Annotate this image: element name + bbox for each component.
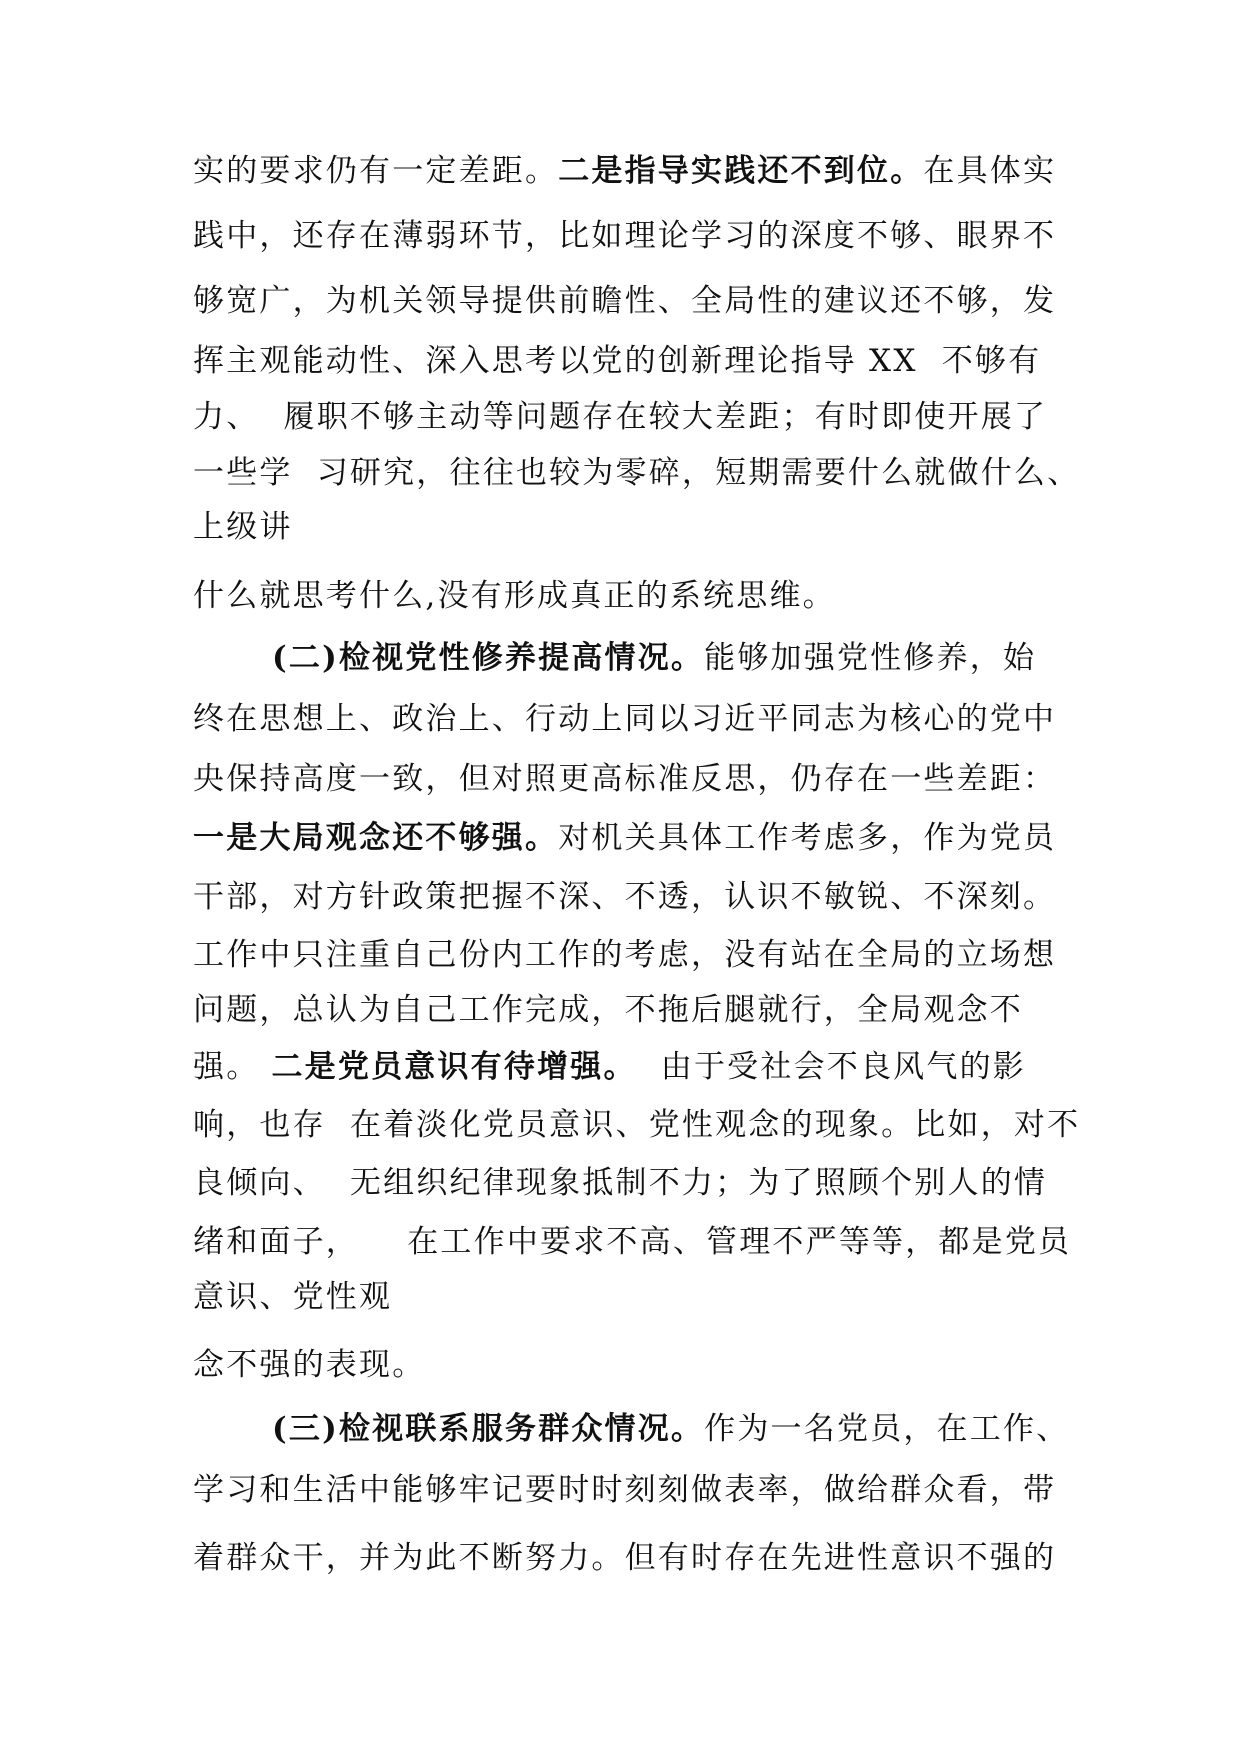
line-text: 对机关具体工作考虑多，作为党员 <box>558 820 1057 856</box>
line-text: 良倾向、 无组织纪律现象抵制不力；为了照顾个别人的情 <box>193 1165 1048 1201</box>
line-text: 力、 履职不够主动等问题存在较大差距；有时即使开展了 <box>193 399 1048 435</box>
line-text: 够宽广，为机关领导提供前瞻性、全局性的建议还不够，发 <box>193 283 1057 319</box>
bold-heading: 二是指导实践还不到位。 <box>558 153 924 189</box>
line-text: 工作中只注重自己份内工作的考虑，没有站在全局的立场想 <box>193 937 1057 973</box>
line-text: 着群众干，并为此不断努力。但有时存在先进性意识不强的 <box>193 1540 1057 1576</box>
line-text: 干部，对方针政策把握不深、不透，认识不敏锐、不深刻。 <box>193 879 1057 915</box>
line-text: 响，也存 在着淡化党员意识、党性观念的现象。比如，对不 <box>193 1107 1081 1143</box>
line-text: 能够加强党性修养，始 <box>704 640 1037 676</box>
text-line-7 <box>193 507 293 547</box>
text-line-13 <box>193 877 1056 917</box>
text-line-11 <box>193 759 1056 799</box>
line-text: 作为一名党员，在工作、 <box>704 1411 1070 1447</box>
line-text: 央保持高度一致，但对照更高标准反思，仍存在一些差距： <box>193 761 1057 797</box>
text-line-3 <box>193 281 1056 321</box>
line-text: 学习和生活中能够牢记要时时刻刻做表率，做给群众看，带 <box>193 1472 1057 1508</box>
line-text: 念不强的表现。 <box>193 1347 426 1383</box>
line-text: 一些学 习研究，往往也较为零碎，短期需要什么就做什么、 <box>193 455 1081 491</box>
text-line-18 <box>193 1163 1047 1203</box>
text-line-4 <box>193 341 1041 381</box>
text-line-1 <box>193 151 1056 191</box>
line-text: 在具体实 <box>923 153 1057 189</box>
text-line-10 <box>193 699 1056 739</box>
text-line-17 <box>193 1105 1080 1145</box>
text-line-14 <box>193 935 1056 975</box>
text-line-22 <box>272 1409 1069 1449</box>
text-line-9 <box>272 638 1036 678</box>
line-text: 强。 <box>193 1049 272 1085</box>
bold-heading: 一是大局观念还不够强。 <box>193 820 559 856</box>
text-line-21 <box>193 1345 425 1385</box>
text-line-12 <box>193 818 1056 858</box>
line-text: 绪和面子， 在工作中要求不高、管理不严等等，都是党员 <box>193 1224 1072 1260</box>
bold-heading: 二是党员意识有待增强。 <box>271 1049 637 1085</box>
text-line-19 <box>193 1222 1071 1262</box>
section-heading: (二)检视党性修养提高情况。 <box>272 640 705 676</box>
line-text: 实的要求仍有一定差距。 <box>193 153 559 189</box>
line-text: 什么就思考什么,没有形成真正的系统思维。 <box>193 578 836 614</box>
line-text: 上级讲 <box>193 509 293 545</box>
text-line-6 <box>193 453 1080 493</box>
text-line-23 <box>193 1470 1056 1510</box>
text-line-2 <box>193 216 1056 256</box>
line-text: 由于受社会不良风气的影 <box>636 1049 1026 1085</box>
line-text: 挥主观能动性、深入思考以党的创新理论指导 XX 不够有 <box>193 343 1042 379</box>
text-line-16 <box>193 1047 1026 1087</box>
line-text: 意识、党性观 <box>193 1279 393 1315</box>
line-text: 践中，还存在薄弱环节，比如理论学习的深度不够、眼界不 <box>193 218 1057 254</box>
line-text: 终在思想上、政治上、行动上同以习近平同志为核心的党中 <box>193 701 1057 737</box>
text-line-20 <box>193 1277 392 1317</box>
section-heading: (三)检视联系服务群众情况。 <box>272 1411 705 1447</box>
line-text: 问题，总认为自己工作完成，不拖后腿就行，全局观念不 <box>193 992 1023 1028</box>
text-line-5 <box>193 397 1047 437</box>
text-line-15 <box>193 990 1023 1030</box>
text-line-24 <box>193 1538 1056 1578</box>
text-line-8 <box>193 576 836 616</box>
